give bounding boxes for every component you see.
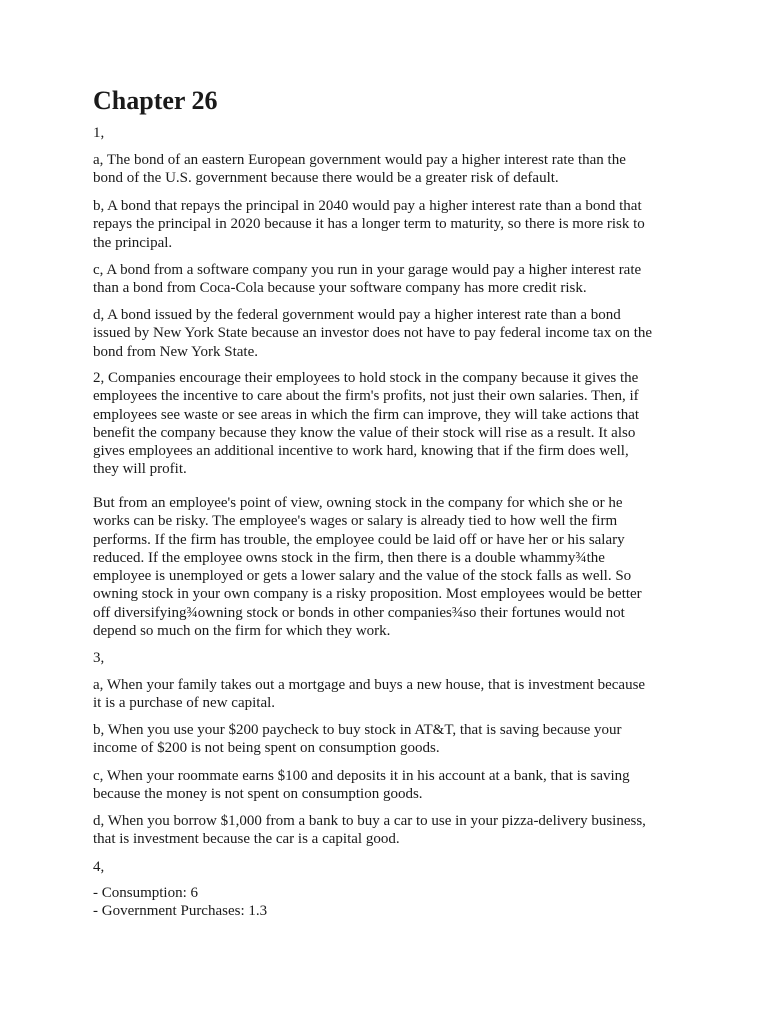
text-line: d, When you borrow $1,000 from a bank to buy a car to use in your pizza-delivery business, — [93, 813, 646, 829]
text-line: 4, — [93, 859, 105, 875]
answer-1c — [93, 261, 683, 298]
text-line: owning stock in your own company is a risky proposition. Most employees would be better — [93, 586, 642, 603]
question-1-number — [93, 124, 683, 142]
text-line: repays the principal in 2020 because it has a longer term to maturity, so there is more risk to — [93, 216, 645, 233]
answer-3a — [93, 676, 683, 713]
text-line: benefit the company because they know the value of their stock will rise as a result. It also — [93, 424, 636, 441]
text-line: income of $200 is not being spent on consumption goods. — [93, 740, 440, 757]
text-line: b, When you use your $200 paycheck to buy stock in AT&T, that is saving because your — [93, 722, 622, 738]
answer-1b — [93, 197, 683, 252]
text-line: But from an employee's point of view, owning stock in the company for which she or he — [93, 495, 623, 511]
text-line: bond of the U.S. government because there would be a greater risk of default. — [93, 170, 559, 187]
text-line: that is investment because the car is a capital good. — [93, 831, 400, 848]
text-line: employee is unemployed or gets a lower salary and the value of the stock falls as well. So — [93, 568, 632, 585]
text-line: than a bond from Coca-Cola because your software company has more credit risk. — [93, 280, 587, 297]
question-4-number — [93, 858, 683, 876]
text-line: 3, — [93, 650, 105, 666]
answer-4-list — [93, 884, 683, 921]
text-line: issued by New York State because an investor does not have to pay federal income tax on the — [93, 325, 653, 342]
text-line: bond from New York State. — [93, 343, 258, 360]
list-item: - Consumption: 6 — [93, 885, 199, 901]
text-line: a, When your family takes out a mortgage and buys a new house, that is investment because — [93, 677, 646, 693]
answer-3c — [93, 767, 683, 804]
answer-1d — [93, 306, 683, 361]
text-line: b, A bond that repays the principal in 2040 would pay a higher interest rate than a bond that — [93, 198, 642, 214]
text-line: 1, — [93, 125, 105, 141]
text-line: c, When your roommate earns $100 and deposits it in his account at a bank, that is saving — [93, 768, 630, 784]
text-line: a, The bond of an eastern European government would pay a higher interest rate than the — [93, 152, 626, 168]
answer-2-paragraph-1 — [93, 369, 683, 479]
text-line: because the money is not spent on consumption goods. — [93, 786, 423, 803]
text-line: works can be risky. The employee's wages or salary is already tied to how well the firm — [93, 513, 618, 530]
text-line: employees the incentive to care about the firm's profits, not just their own salaries. Then, if — [93, 388, 639, 405]
text-line: employees see waste or see areas in which the firm can improve, they will take actions that — [93, 406, 640, 423]
text-line: the principal. — [93, 234, 173, 251]
text-line: depend so much on the firm for which they work. — [93, 623, 391, 640]
text-line: performs. If the firm has trouble, the employee could be laid off or have her or his salary — [93, 531, 625, 548]
text-line: c, A bond from a software company you run in your garage would pay a higher interest rate — [93, 262, 642, 278]
answer-3d — [93, 812, 683, 849]
text-line: 2, Companies encourage their employees to hold stock in the company because it gives the — [93, 370, 639, 386]
text-line: d, A bond issued by the federal government would pay a higher interest rate than a bond — [93, 307, 621, 323]
answer-2-paragraph-2 — [93, 494, 683, 640]
answer-3b — [93, 721, 683, 758]
text-line: they will profit. — [93, 461, 187, 478]
answer-1a — [93, 151, 683, 188]
list-item: - Government Purchases: 1.3 — [93, 903, 268, 920]
text-line: off diversifying¾owning stock or bonds in other companies¾so their fortunes would not — [93, 604, 625, 621]
question-3-number — [93, 649, 683, 667]
text-line: gives employees an additional incentive to work hard, knowing that if the firm does well, — [93, 443, 629, 460]
text-line: reduced. If the employee owns stock in the firm, then there is a double whammy¾the — [93, 549, 605, 566]
chapter-title: Chapter 26 — [93, 86, 218, 115]
text-line: it is a purchase of new capital. — [93, 695, 276, 712]
